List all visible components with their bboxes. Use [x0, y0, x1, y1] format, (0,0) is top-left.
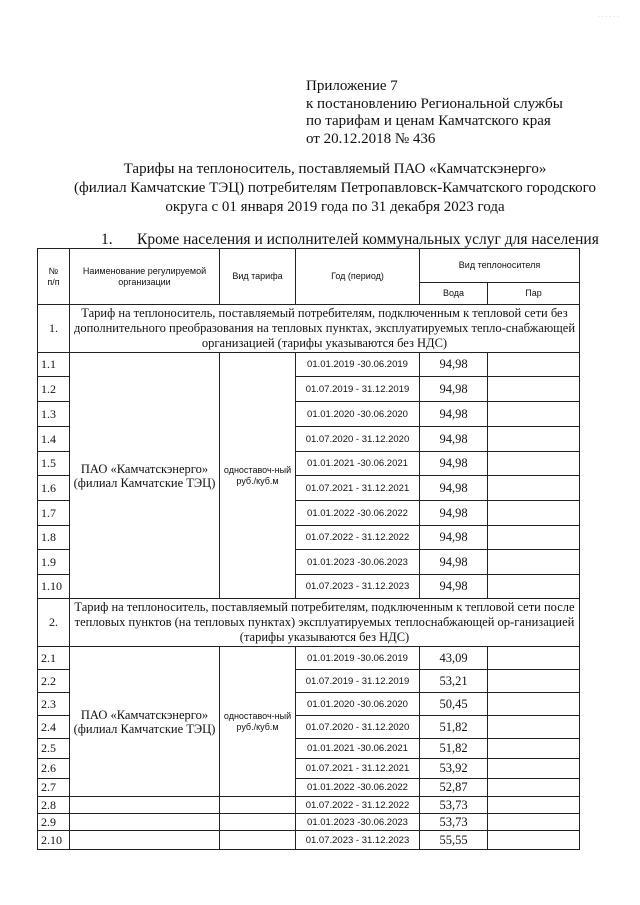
steam-value — [488, 427, 580, 452]
document-title — [30, 160, 640, 217]
water-value: 94,98 — [420, 526, 488, 550]
water-value: 94,98 — [420, 550, 488, 575]
corner-mark: · · · · · · — [598, 14, 619, 21]
water-value: 94,98 — [420, 427, 488, 452]
period: 01.07.2021 - 31.12.2021 — [296, 476, 420, 501]
group-title-row — [38, 599, 580, 647]
table-row — [38, 831, 580, 850]
appendix-line: по тарифам и ценам Камчатского края — [306, 113, 551, 129]
appendix-line: от 20.12.2018 № 436 — [306, 130, 436, 147]
period: 01.01.2020 -30.06.2020 — [296, 693, 420, 716]
period: 01.01.2021 -30.06.2021 — [296, 452, 420, 476]
water-value: 94,98 — [420, 476, 488, 501]
steam-value — [488, 452, 580, 476]
steam-value — [488, 693, 580, 716]
row-number: 1.9 — [38, 550, 70, 575]
table-row — [38, 797, 580, 814]
water-value: 94,98 — [420, 402, 488, 427]
header-period: Год (период) — [296, 249, 420, 305]
steam-value — [488, 670, 580, 693]
water-value: 94,98 — [420, 353, 488, 377]
header-water: Вода — [420, 283, 488, 305]
tariff-table — [37, 248, 580, 850]
steam-value — [488, 476, 580, 501]
water-value: 52,87 — [420, 779, 488, 797]
period: 01.01.2023 -30.06.2023 — [296, 814, 420, 831]
steam-value — [488, 831, 580, 850]
period: 01.01.2022 -30.06.2022 — [296, 501, 420, 526]
steam-value — [488, 739, 580, 759]
header-org: Наименование регулируемой организации — [70, 249, 220, 305]
row-number: 2.7 — [38, 779, 70, 797]
row-number: 2.8 — [38, 797, 70, 814]
steam-value — [488, 402, 580, 427]
period: 01.01.2021 -30.06.2021 — [296, 739, 420, 759]
period: 01.07.2022 - 31.12.2022 — [296, 797, 420, 814]
steam-value — [488, 716, 580, 739]
water-value: 94,98 — [420, 575, 488, 599]
tariff-type: одноставоч-ный руб./куб.м — [220, 647, 296, 797]
period: 01.01.2022 -30.06.2022 — [296, 779, 420, 797]
appendix-line: к постановлению Региональной службы — [306, 95, 563, 112]
tariff-type-cell-empty — [220, 831, 296, 850]
row-number: 2.6 — [38, 759, 70, 779]
steam-value — [488, 759, 580, 779]
steam-value — [488, 353, 580, 377]
group-title: Тариф на теплоноситель, поставляемый потребителям, подключенным к тепловой сети после тепловых пунктов (на тепловых пунктах) эксплуатируемых теплоснабжающей ор-ганизацией (тарифы указываются без НДС) — [70, 599, 580, 647]
steam-value — [488, 814, 580, 831]
period: 01.01.2020 -30.06.2020 — [296, 402, 420, 427]
header-tariff-type: Вид тарифа — [220, 249, 296, 305]
period: 01.07.2023 - 31.12.2023 — [296, 575, 420, 599]
group-title-row — [38, 305, 580, 353]
row-number: 1.4 — [38, 427, 70, 452]
tariff-type-cell-empty — [220, 814, 296, 831]
section-number: 1. — [101, 231, 113, 248]
row-number: 1.5 — [38, 452, 70, 476]
organization-name: ПАО «Камчатскэнерго» (филиал Камчатские ТЭЦ) — [70, 647, 220, 797]
row-number: 2.1 — [38, 647, 70, 670]
row-number: 1.6 — [38, 476, 70, 501]
row-number: 1.2 — [38, 377, 70, 402]
tariff-type: одноставоч-ный руб./куб.м — [220, 353, 296, 599]
row-number: 1.10 — [38, 575, 70, 599]
period: 01.07.2023 - 31.12.2023 — [296, 831, 420, 850]
table-row — [38, 647, 580, 670]
period: 01.07.2020 - 31.12.2020 — [296, 716, 420, 739]
title-line: Тарифы на теплоноситель, поставляемый ПАО «Камчатскэнерго» — [123, 161, 547, 177]
group-title: Тариф на теплоноситель, поставляемый потребителям, подключенным к тепловой сети без дополнительного преобразования на тепловых пунктах, эксплуатируемых тепло-снабжающей организацией (тарифы указываются без НДС) — [70, 305, 580, 353]
organization-cell-empty — [70, 797, 220, 814]
period: 01.07.2019 - 31.12.2019 — [296, 377, 420, 402]
steam-value — [488, 550, 580, 575]
water-value: 51,82 — [420, 739, 488, 759]
steam-value — [488, 501, 580, 526]
title-line: округа с 01 января 2019 года по 31 декабря 2023 года — [165, 199, 505, 215]
row-number: 1.1 — [38, 353, 70, 377]
period: 01.01.2019 -30.06.2019 — [296, 647, 420, 670]
section-text: Кроме населения и исполнителей коммунальных услуг для населения — [137, 231, 599, 248]
appendix-line: Приложение 7 — [306, 78, 398, 94]
water-value: 53,92 — [420, 759, 488, 779]
row-number: 2.4 — [38, 716, 70, 739]
title-line: (филиал Камчатские ТЭЦ) потребителям Петропавловск-Камчатского городского — [74, 180, 596, 196]
period: 01.07.2022 - 31.12.2022 — [296, 526, 420, 550]
tariff-type-cell-empty — [220, 797, 296, 814]
group-number: 1. — [38, 305, 70, 353]
row-number: 1.3 — [38, 402, 70, 427]
water-value: 53,21 — [420, 670, 488, 693]
organization-cell-empty — [70, 831, 220, 850]
period: 01.01.2019 -30.06.2019 — [296, 353, 420, 377]
row-number: 2.10 — [38, 831, 70, 850]
section-heading — [101, 231, 599, 249]
row-number: 2.3 — [38, 693, 70, 716]
period: 01.07.2021 - 31.12.2021 — [296, 759, 420, 779]
water-value: 50,45 — [420, 693, 488, 716]
period: 01.01.2023 -30.06.2023 — [296, 550, 420, 575]
row-number: 1.8 — [38, 526, 70, 550]
header-row — [38, 249, 580, 283]
steam-value — [488, 575, 580, 599]
steam-value — [488, 526, 580, 550]
steam-value — [488, 377, 580, 402]
water-value: 55,55 — [420, 831, 488, 850]
steam-value — [488, 797, 580, 814]
header-steam: Пар — [488, 283, 580, 305]
water-value: 51,82 — [420, 716, 488, 739]
appendix-block — [306, 78, 563, 148]
water-value: 53,73 — [420, 797, 488, 814]
row-number: 2.2 — [38, 670, 70, 693]
organization-cell-empty — [70, 814, 220, 831]
table-row — [38, 814, 580, 831]
steam-value — [488, 647, 580, 670]
row-number: 2.5 — [38, 739, 70, 759]
period: 01.07.2020 - 31.12.2020 — [296, 427, 420, 452]
row-number: 1.7 — [38, 501, 70, 526]
water-value: 53,73 — [420, 814, 488, 831]
row-number: 2.9 — [38, 814, 70, 831]
water-value: 94,98 — [420, 501, 488, 526]
organization-name: ПАО «Камчатскэнерго» (филиал Камчатские ТЭЦ) — [70, 353, 220, 599]
water-value: 94,98 — [420, 452, 488, 476]
header-num: № п/п — [38, 249, 70, 305]
table-row — [38, 353, 580, 377]
water-value: 94,98 — [420, 377, 488, 402]
water-value: 43,09 — [420, 647, 488, 670]
header-carrier: Вид теплоносителя — [420, 249, 580, 283]
group-number: 2. — [38, 599, 70, 647]
steam-value — [488, 779, 580, 797]
period: 01.07.2019 - 31.12.2019 — [296, 670, 420, 693]
